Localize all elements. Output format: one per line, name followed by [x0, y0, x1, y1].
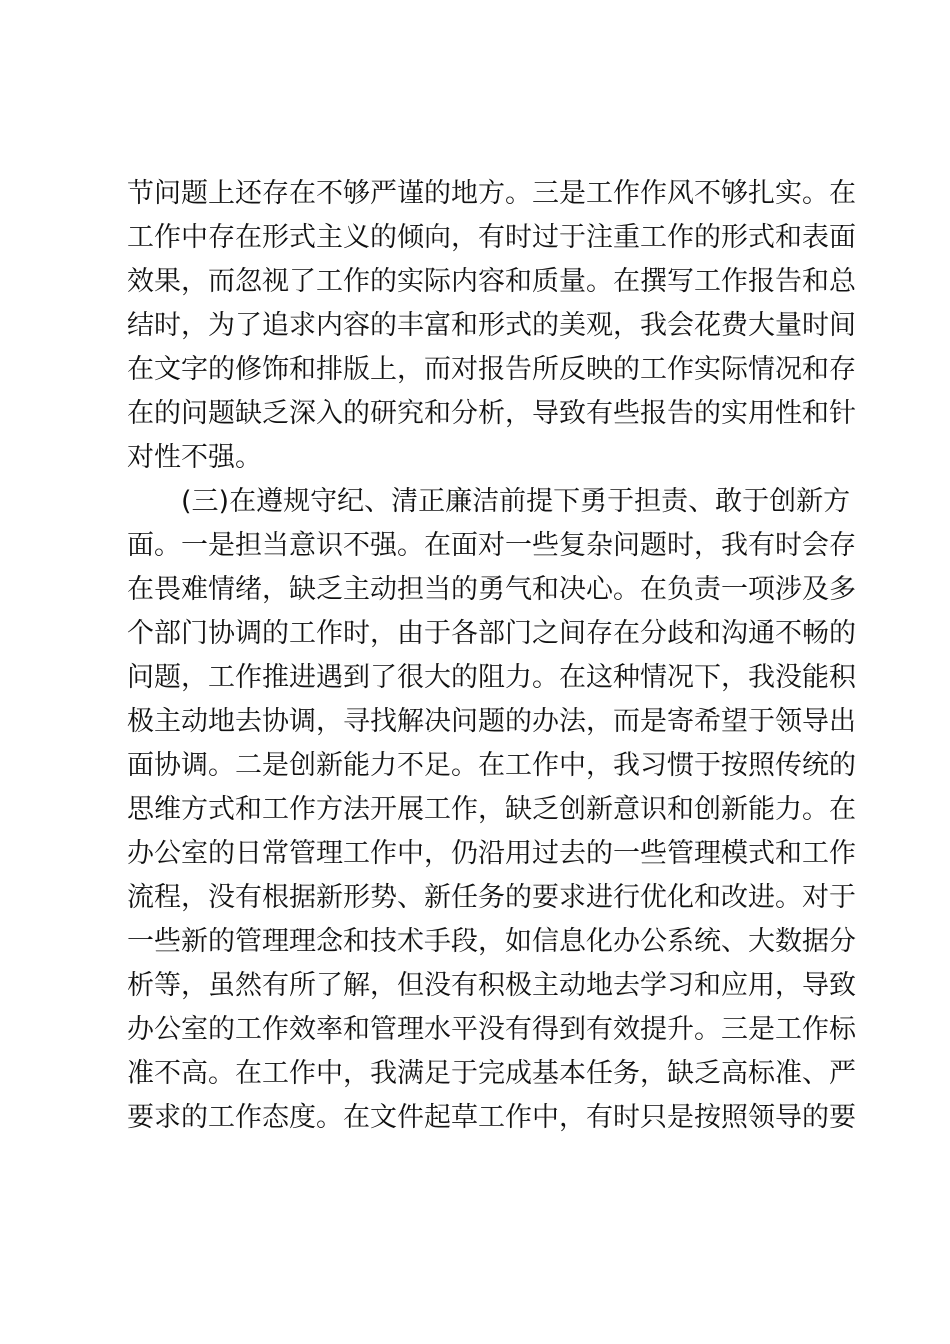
text-line: 面。一是担当意识不强。在面对一些复杂问题时，我有时会存	[127, 530, 856, 561]
text-line: 在的问题缺乏深入的研究和分析，导致有些报告的实用性和针	[127, 398, 856, 429]
text-line: 一些新的管理理念和技术手段，如信息化办公系统、大数据分	[127, 926, 856, 957]
text-line: 节问题上还存在不够严谨的地方。三是工作作风不够扎实。在	[127, 178, 856, 209]
text-line: 极主动地去协调，寻找解决问题的办法，而是寄希望于领导出	[127, 706, 856, 737]
text-line: 在畏难情绪，缺乏主动担当的勇气和决心。在负责一项涉及多	[127, 574, 856, 605]
text-line: 效果，而忽视了工作的实际内容和质量。在撰写工作报告和总	[127, 266, 856, 297]
text-line: 办公室的工作效率和管理水平没有得到有效提升。三是工作标	[127, 1014, 856, 1045]
text-line: 对性不强。	[127, 442, 262, 473]
text-line: 工作中存在形式主义的倾向，有时过于注重工作的形式和表面	[127, 222, 856, 253]
document-body	[127, 172, 856, 1140]
text-line: 问题，工作推进遇到了很大的阻力。在这种情况下，我没能积	[127, 662, 856, 693]
text-line: 析等，虽然有所了解，但没有积极主动地去学习和应用，导致	[127, 970, 856, 1001]
text-line: 办公室的日常管理工作中，仍沿用过去的一些管理模式和工作	[127, 838, 856, 869]
text-line: 结时，为了追求内容的丰富和形式的美观，我会花费大量时间	[127, 310, 856, 341]
text-line: 个部门协调的工作时，由于各部门之间存在分歧和沟通不畅的	[127, 618, 856, 649]
text-line: 在文字的修饰和排版上，而对报告所反映的工作实际情况和存	[127, 354, 856, 385]
text-line: 思维方式和工作方法开展工作，缺乏创新意识和创新能力。在	[127, 794, 856, 825]
section-heading-line: (三)在遵规守纪、清正廉洁前提下勇于担责、敢于创新方	[181, 486, 851, 517]
text-line: 要求的工作态度。在文件起草工作中，有时只是按照领导的要	[127, 1102, 856, 1133]
text-line: 面协调。二是创新能力不足。在工作中，我习惯于按照传统的	[127, 750, 856, 781]
text-line: 流程，没有根据新形势、新任务的要求进行优化和改进。对于	[127, 882, 856, 913]
text-line: 准不高。在工作中，我满足于完成基本任务，缺乏高标准、严	[127, 1058, 856, 1089]
